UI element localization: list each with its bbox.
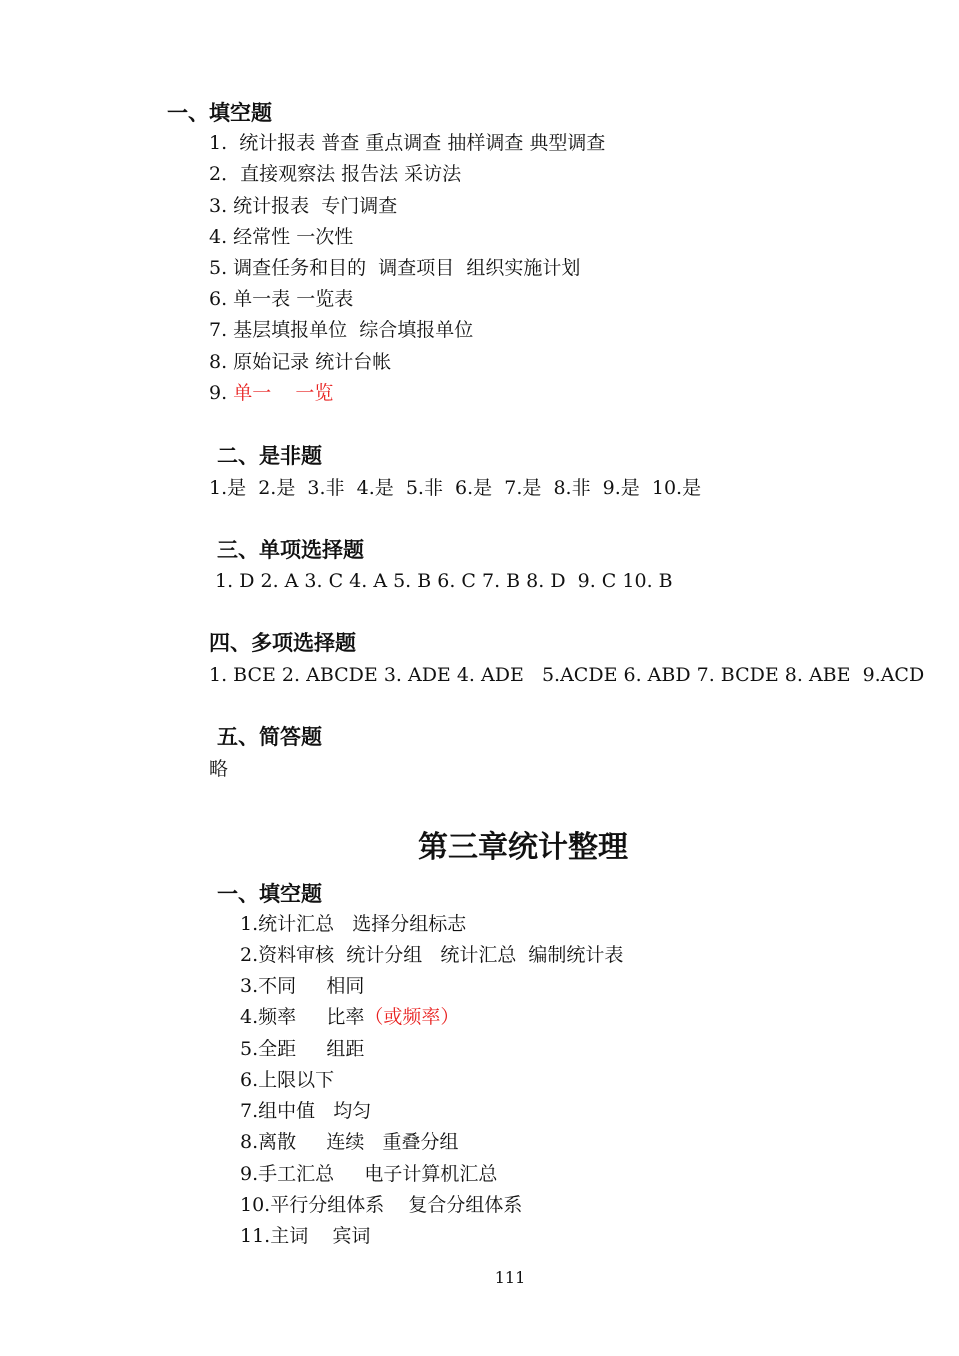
section-heading-multiple-choice: 四、多项选择题 xyxy=(209,631,356,655)
answer-line: 3. 统计报表 专门调查 xyxy=(209,195,398,217)
answer-line: 9.手工汇总 电子计算机汇总 xyxy=(240,1163,498,1185)
answer-line: 8. 原始记录 统计台帐 xyxy=(209,351,392,373)
section-heading-true-false: 二、是非题 xyxy=(217,444,322,468)
answer-line: 略 xyxy=(209,758,229,780)
answer-line: 7.组中值 均匀 xyxy=(240,1100,372,1122)
answer-line: 1. 统计报表 普查 重点调查 抽样调查 典型调查 xyxy=(209,132,606,154)
answer-line: 6. 单一表 一览表 xyxy=(209,288,354,310)
section-heading-fill-in: 一、填空题 xyxy=(167,101,272,125)
highlighted-answer: 单一 一览 xyxy=(233,382,334,404)
answer-line: 2．直接观察法 报告法 采访法 xyxy=(209,163,462,185)
answer-line: 1. BCE 2. ABCDE 3. ADE 4. ADE 5.ACDE 6. ABD 7. BCDE 8. ABE 9.ACD xyxy=(209,664,925,686)
answer-number: 9. xyxy=(209,382,228,404)
answer-line: 5.全距 组距 xyxy=(240,1038,365,1060)
answer-line: 1.是 2.是 3.非 4.是 5.非 6.是 7.是 8.非 9.是 10.是 xyxy=(209,477,702,499)
answer-line: 11.主词 宾词 xyxy=(240,1225,371,1247)
answer-line: 7. 基层填报单位 综合填报单位 xyxy=(209,319,474,341)
section-heading-short-answer: 五、简答题 xyxy=(217,725,322,749)
answer-line: 1.统计汇总 选择分组标志 xyxy=(240,913,467,935)
section-heading-single-choice: 三、单项选择题 xyxy=(217,538,364,562)
answer-line-with-note xyxy=(240,1004,459,1030)
answer-line: 10.平行分组体系 复合分组体系 xyxy=(240,1194,523,1216)
answer-line: 1. D 2. A 3. C 4. A 5. B 6. C 7. B 8. D 9. C 10. B xyxy=(209,570,673,592)
chapter-title: 第三章统计整理 xyxy=(418,830,628,865)
answer-line: 2.资料审核 统计分组 统计汇总 编制统计表 xyxy=(240,944,624,966)
section-heading-fill-in: 一、填空题 xyxy=(217,882,322,906)
answer-text: 4.频率 比率 xyxy=(240,1006,365,1028)
answer-line: 8.离散 连续 重叠分组 xyxy=(240,1131,459,1153)
page-number: 111 xyxy=(494,1268,526,1287)
answer-line: 4. 经常性 一次性 xyxy=(209,226,354,248)
highlighted-note: （或频率） xyxy=(364,1006,460,1028)
answer-line-highlighted xyxy=(209,380,333,406)
answer-line: 3.不同 相同 xyxy=(240,975,365,997)
answer-line: 5. 调查任务和目的 调查项目 组织实施计划 xyxy=(209,257,581,279)
answer-line: 6.上限以下 xyxy=(240,1069,335,1091)
